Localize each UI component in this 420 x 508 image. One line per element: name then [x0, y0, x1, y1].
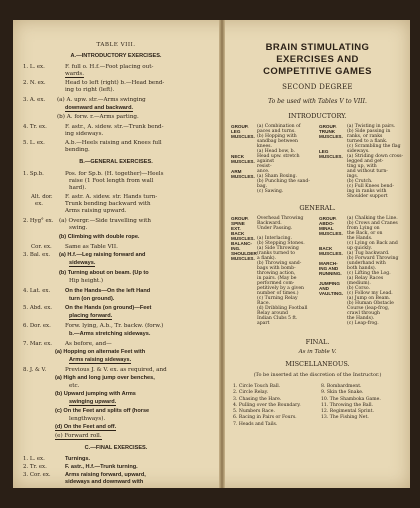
general-exercise-line: performed com-: [257, 281, 295, 286]
miscellaneous-subtitle: (To be inserted at the discretion of the Instructor.): [253, 372, 382, 378]
general-exercise-line: (a) Tug backward.: [347, 251, 390, 256]
intro-exercise-line: knees.: [257, 144, 272, 149]
general-exercise-line: (b) Throwing sand-: [257, 261, 302, 266]
general-exercise-line: Indian Clubs 5 ft.: [257, 316, 298, 321]
c1-text: Turnings.: [65, 456, 91, 462]
intro-exercise-line: ting up, with: [347, 164, 377, 169]
right-page: [225, 20, 410, 488]
intro-group-label: NECK: [231, 154, 245, 159]
intro-exercise-line: (c) Sawing.: [257, 189, 284, 194]
intro-exercise-line: turned to a flank.: [347, 139, 388, 144]
general-group-label: EXT.: [231, 226, 241, 231]
misc-right-list: [321, 384, 381, 422]
b8-text6: (c) On the Feet and splits off (horse: [55, 408, 150, 414]
b8-code: 8. J. & V.: [23, 367, 47, 373]
a4-code: 4. Tr. ex.: [23, 124, 47, 130]
introductory-heading: INTRODUCTORY.: [288, 112, 347, 120]
intro-right-exercises: [347, 124, 403, 199]
b1-text: Pos. for Sp.b. (H. together)—Heels: [65, 171, 164, 177]
general-exercise-line: (a) Side Throwing: [257, 246, 299, 251]
a1-text: F. full o. H.f.—Foot placing out-: [65, 64, 154, 70]
intro-exercise-line: (c) Scrambling the flag: [347, 144, 401, 149]
b1-text3: hard).: [69, 185, 87, 191]
section-a-heading: A.—INTRODUCTORY EXERCISES.: [70, 53, 162, 59]
intro-exercise-line: (b) Hopping with: [257, 134, 297, 139]
general-exercise-line: (c) Lifting the Log.: [347, 271, 391, 276]
intro-exercise-line: bag.: [257, 184, 268, 189]
general-exercise-line: the Back, or on: [347, 231, 383, 236]
intro-left-exercises: [257, 124, 310, 194]
general-right-groups: [319, 216, 343, 296]
a2-code: 2. N. ex.: [23, 80, 46, 86]
b4-code: 4. Lat. ex.: [23, 288, 51, 294]
intro-exercise-line: (b) Punching the sand-: [257, 179, 310, 184]
a3-text2: downward and backward.: [65, 105, 134, 111]
intro-exercise-line: (a) Sham Boxing.: [257, 174, 298, 179]
intro-group-label: MUSCLES.: [231, 134, 255, 139]
general-heading: GENERAL.: [299, 204, 336, 212]
b-cor-code: Cor. ex.: [31, 244, 52, 250]
b3-text: (a) H.f.—Leg raising forward and: [59, 252, 146, 258]
b8-text: Previous J. & V. ex. as required, and: [65, 367, 167, 373]
section-b-heading: B.—GENERAL EXERCISES.: [79, 159, 153, 165]
intro-exercise-line: (c) Full Knees bend-: [347, 184, 394, 189]
general-group-label: ING AND: [319, 266, 339, 271]
general-group-label: GROUP.: [231, 216, 249, 221]
general-exercise-line: (c) Follow my Lead.: [347, 291, 393, 296]
c1-code: 1. L. ex.: [23, 456, 45, 462]
a3-text: (a) A. upw. str.—Arms swinging: [57, 97, 146, 103]
misc-game-item: 2. Circle Relay.: [233, 390, 269, 396]
b1-code: 1. Sp.b.: [23, 171, 44, 177]
b3-text3: (b) Turning about on beam. (Up to: [59, 270, 149, 276]
intro-exercise-line: sideways.: [347, 149, 370, 154]
misc-game-item: 13. The Fishing Net.: [321, 415, 369, 421]
b6-text: Forw. lying, A.b., Tr. backw. (forw.): [65, 323, 164, 329]
misc-left-list: [233, 384, 301, 428]
misc-game-item: 9. Skin the Snake.: [321, 390, 364, 396]
a5-code: 5. L. ex.: [23, 140, 45, 146]
b8-text4: (b) Upward jumping with Arms: [55, 391, 136, 397]
intro-exercise-line: (a) Head bow, b.: [257, 149, 296, 154]
general-exercise-line: (underhand with: [347, 261, 386, 266]
b5-text: On the Hands (on ground)—Feet: [65, 305, 152, 311]
b7-text3: Arms raising sideways.: [69, 357, 132, 363]
general-exercise-line: (c) Lying on Back and: [347, 241, 398, 246]
b2-text: (a) Overgr.—Side travelling with: [59, 218, 151, 224]
general-group-label: BALANC-: [231, 241, 252, 246]
b-alt-text: F. astr. A. sidew. str. Hands turn-: [65, 194, 158, 200]
misc-game-item: 11. Throwing the Ball.: [321, 402, 374, 408]
intro-exercise-line: sandbag between: [257, 139, 298, 144]
general-exercise-line: Race.: [257, 301, 271, 306]
general-exercise-line: (a) Jump on Beam.: [347, 296, 391, 301]
b-cor-text: Same as Table VII.: [65, 244, 118, 250]
b2-code: 2. Hyg° ex.: [23, 218, 54, 224]
misc-game-item: 5. Numbers Race.: [233, 409, 275, 415]
general-exercise-line: Under Passing.: [257, 226, 293, 231]
general-group-label: BACK: [319, 246, 333, 251]
general-exercise-line: a flank).: [257, 256, 276, 261]
intro-group-label: LEG: [231, 129, 241, 134]
general-group-label: MINAL: [319, 226, 334, 231]
general-exercise-line: from Lying on: [347, 226, 380, 231]
b-alt-code2: ex.: [35, 201, 43, 207]
intro-exercise-line: paces and turns.: [257, 129, 296, 134]
b3-text2: sideways.: [69, 260, 96, 266]
a3-text3: (b) A. forw. r.—Arms parting.: [57, 114, 139, 120]
title-line-1: BRAIN STIMULATING: [265, 42, 370, 53]
general-exercise-line: (b) Forward Throwing: [347, 256, 399, 261]
b5-code: 5. Abd. ex.: [23, 305, 53, 311]
title-line-2: EXERCISES AND: [276, 54, 359, 65]
b3-text4: Hip height.): [69, 278, 104, 284]
general-exercise-line: Course (leap-frog,: [347, 306, 390, 311]
c3-code: 3. Cor. ex.: [23, 472, 51, 478]
intro-exercise-line: Shoulder support: [347, 194, 388, 199]
left-page: [13, 20, 219, 488]
intro-exercise-line: and without turn-: [347, 169, 388, 174]
intro-group-label: MUSCLES.: [319, 154, 343, 159]
general-group-label: GROUP.: [319, 216, 337, 221]
general-exercise-line: bags with bomb-: [257, 266, 296, 271]
intro-group-label: ARM: [231, 169, 242, 174]
b7-text2: (a) Hopping on alternate Feet with: [55, 349, 146, 355]
general-exercise-line: (c) Leap-frog.: [347, 321, 379, 326]
general-group-label: VAULTING.: [319, 291, 344, 296]
final-subtitle: As in Table V.: [298, 349, 337, 355]
general-exercise-line: petitively by a given: [257, 286, 305, 291]
misc-game-item: 3. Chasing the Hare.: [233, 396, 282, 402]
b3-code: 3. Bal. ex.: [23, 252, 51, 258]
misc-game-item: 10. The Shamboka Game.: [321, 396, 381, 402]
book-spread: [13, 20, 410, 488]
a4-text2: ing sideways.: [65, 131, 104, 137]
general-exercise-line: Backward.: [257, 221, 282, 226]
a3-code: 3. A. ex.: [23, 97, 46, 103]
general-group-label: MUSCLES.: [319, 231, 343, 236]
intro-group-label: TRUNK: [319, 129, 336, 134]
c3-text: Arms raising forward, upward,: [65, 472, 146, 478]
a1-code: 1. L. ex.: [23, 64, 45, 70]
b8-text2: (a) High and long jump over benches,: [55, 375, 155, 381]
general-group-label: MUSCLES.: [231, 236, 255, 241]
a4-text: F. astr., A. sidew. str.—Trunk bend-: [65, 124, 164, 130]
intro-group-label: GROUP.: [231, 124, 249, 129]
general-exercise-line: (a) Interlacing.: [257, 236, 292, 241]
general-left-groups: [231, 216, 257, 261]
b-alt-code: Alt. dor.: [31, 194, 53, 200]
final-heading: FINAL.: [305, 338, 330, 346]
b4-text2: turn (on ground).: [69, 296, 115, 302]
b8-text9: (e) Forward roll.: [55, 433, 102, 439]
general-exercise-line: up quickly.: [347, 246, 372, 251]
general-exercise-line: (ranks turned to: [257, 251, 295, 256]
general-group-label: JUMPING: [319, 281, 340, 286]
intro-exercise-line: ance.: [257, 169, 270, 174]
intro-exercise-line: Head upw. stretch: [257, 154, 300, 159]
general-exercise-line: throwing action,: [257, 271, 296, 276]
general-group-label: MARCH-: [319, 261, 338, 266]
a1-text2: wards.: [65, 71, 85, 77]
intro-group-label: GROUP.: [319, 124, 337, 129]
section-c-heading: C.—FINAL EXERCISES.: [84, 445, 148, 451]
b-alt-text3: Arms raising upward.: [65, 208, 127, 214]
b6-text2: b.—Arms stretching sideways.: [69, 331, 151, 337]
misc-game-item: 8. Bombardment.: [321, 384, 362, 389]
a5-text2: bending.: [65, 147, 90, 153]
intro-right-groups: [319, 124, 343, 159]
general-exercise-line: (b) Human Obstacle: [347, 301, 394, 306]
b7-code: 7. Mar. ex.: [23, 341, 52, 347]
general-exercise-line: in pairs. (May be: [257, 276, 297, 281]
intro-exercise-line: (b) Crutch.: [347, 179, 373, 184]
intro-exercise-line: ings.: [347, 174, 359, 179]
general-exercise-line: (b) Crows and Cranes: [347, 221, 398, 226]
b8-text8: (d) On the Feet and off.: [55, 424, 117, 430]
general-group-label: AND: [319, 286, 329, 291]
intro-group-label: MUSCLES.: [231, 174, 255, 179]
general-exercise-line: (b) Stepping Stones.: [257, 241, 305, 246]
b2-text3: (b) Climbing with double rope.: [59, 234, 140, 240]
intro-group-label: LEG: [319, 149, 329, 154]
general-exercise-line: crawl through: [347, 311, 380, 316]
intro-exercise-line: (a) Twisting in pairs.: [347, 124, 396, 129]
b6-code: 6. Dor. ex.: [23, 323, 51, 329]
b7-text: As before, and—: [65, 341, 112, 347]
b1-text2: raise (1 Foot length from wall: [69, 178, 154, 184]
c3-text2: sideways and downward with: [65, 479, 144, 485]
intro-exercise-line: (a) Striding down cross-: [347, 154, 404, 159]
intro-exercise-line: ing in ranks with: [347, 189, 387, 194]
subtitle: To be used with Tables V to VIII.: [268, 98, 367, 105]
a2-text2: ing to right (left).: [65, 87, 115, 93]
general-exercise-line: the Hands).: [347, 316, 375, 321]
c2-text: F. astr., H.f.—Trunk turning.: [65, 464, 138, 470]
general-group-label: ABDO-: [319, 221, 335, 226]
general-exercise-line: number of times.): [257, 291, 299, 296]
misc-game-item: 7. Heads and Tails.: [233, 421, 278, 427]
general-exercise-line: (a) Chalking the Line.: [347, 216, 398, 221]
intro-exercise-line: against: [257, 159, 275, 164]
a2-text: Head to left (right) b.—Head bend-: [65, 80, 165, 86]
intro-left-groups: [231, 124, 255, 179]
b5-text2: placing forward.: [69, 313, 113, 319]
general-exercise-line: Overhead Throwing: [257, 216, 304, 221]
miscellaneous-heading: MISCELLANEOUS.: [285, 360, 350, 368]
general-group-label: BACK: [231, 231, 245, 236]
general-right-exercises: [347, 216, 398, 326]
general-group-label: ING.: [231, 246, 241, 251]
misc-game-item: 4. Pulling over the Boundary.: [233, 402, 301, 408]
a5-text: A.b.—Heels raising and Knees full: [65, 140, 162, 146]
general-group-label: SPINE: [231, 221, 245, 226]
general-exercise-line: (c) Turning Relay: [257, 296, 298, 301]
general-exercise-line: (medium).: [347, 281, 371, 286]
general-group-label: SHOULDER: [231, 251, 257, 256]
general-exercise-line: apart: [257, 321, 270, 326]
general-exercise-line: Relay around: [257, 311, 288, 316]
b2-text2: swing.: [69, 225, 88, 231]
table-title: TABLE VIII.: [96, 42, 136, 48]
general-exercise-line: both hands).: [347, 266, 377, 271]
intro-exercise-line: legged and get-: [347, 159, 384, 164]
b8-text3: etc.: [69, 383, 80, 389]
b8-text7: lengthways).: [69, 416, 106, 422]
general-left-exercises: [257, 216, 307, 326]
general-exercise-line: the Hands.: [347, 236, 373, 241]
general-group-label: MUSCLES.: [319, 251, 343, 256]
misc-game-item: 6. Racing in Pairs or Fours.: [233, 415, 297, 421]
b8-text5: swinging upward.: [69, 399, 117, 405]
b4-text: On the Hands—On the left Hand: [65, 288, 151, 294]
misc-game-item: 12. Regimental Sprint.: [321, 409, 374, 415]
title-line-3: COMPETITIVE GAMES: [263, 66, 372, 77]
general-exercise-line: (d) Dribbling Football: [257, 306, 308, 311]
b-alt-text2: Trunk bending backward with: [65, 201, 151, 207]
general-group-label: RUNNING.: [319, 271, 342, 276]
c2-code: 2. Tr. ex.: [23, 464, 47, 470]
degree-heading: SECOND DEGREE: [282, 83, 353, 91]
general-exercise-line: (a) Relay Races: [347, 276, 384, 281]
intro-group-label: MUSCLES.: [319, 134, 343, 139]
misc-game-item: 1. Circle Touch Ball.: [233, 384, 281, 389]
general-group-label: MUSCLES.: [231, 256, 255, 261]
intro-group-label: MUSCLES.: [231, 159, 255, 164]
general-exercise-line: (b) Corso.: [347, 286, 370, 291]
intro-exercise-line: (b) Side passing in: [347, 129, 391, 134]
intro-exercise-line: ranks, or ranks: [347, 134, 383, 139]
intro-exercise-line: (a) Combination of: [257, 124, 301, 129]
intro-exercise-line: resist-: [257, 164, 272, 169]
